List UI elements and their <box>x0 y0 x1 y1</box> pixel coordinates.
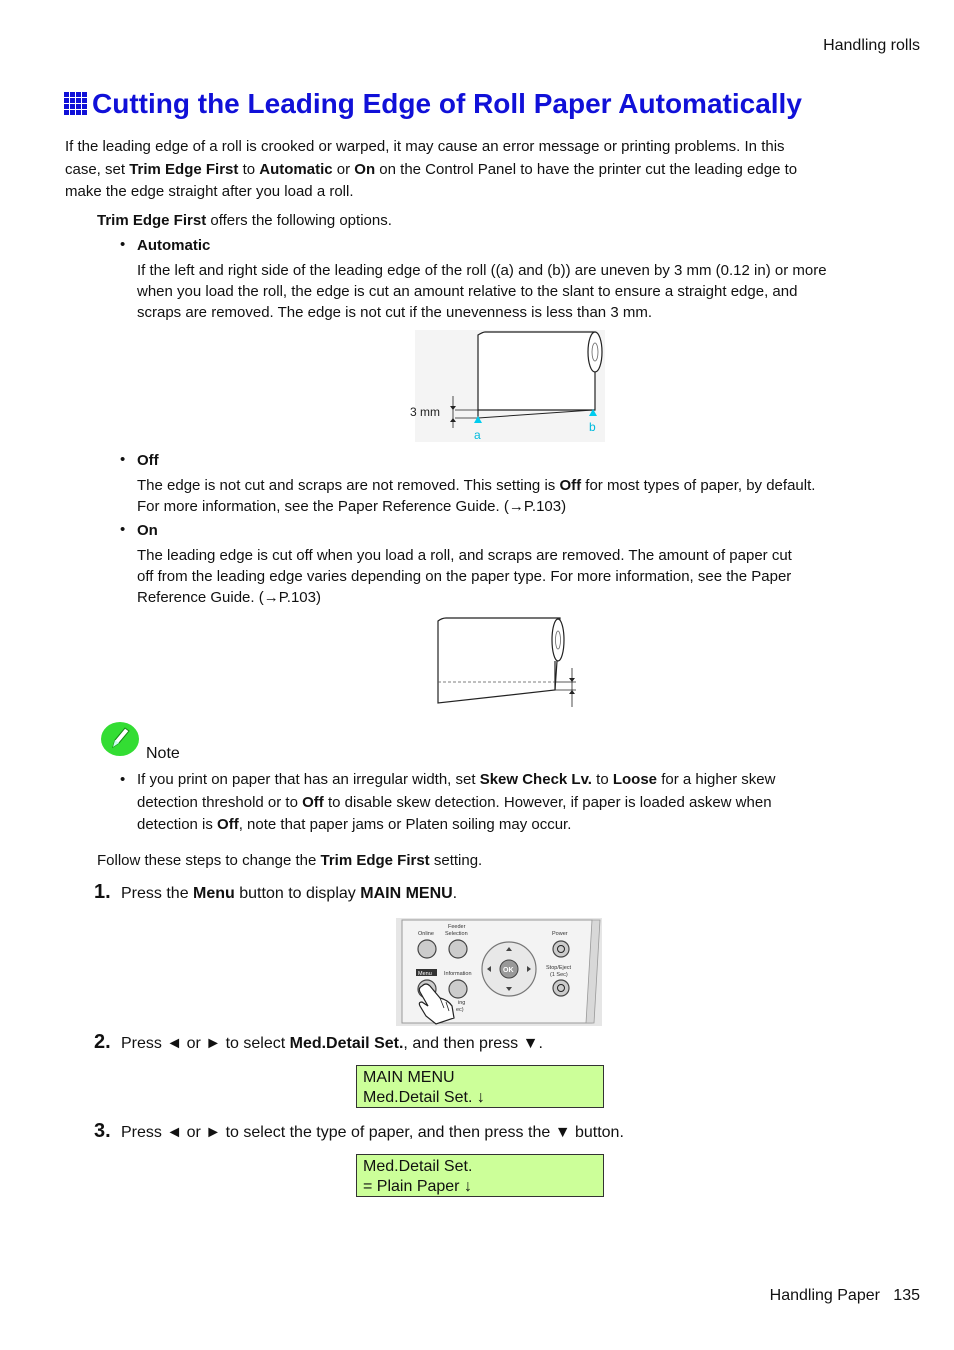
page-number: 135 <box>893 1287 920 1304</box>
bullet-note: • <box>120 771 126 788</box>
lcd1-line2: Med.Detail Set. ↓ <box>363 1088 485 1106</box>
panel-power-label: Power <box>552 931 568 937</box>
note-label: Note <box>146 745 180 762</box>
automatic-label: Automatic <box>137 237 211 254</box>
step-3-number: 3. <box>94 1120 111 1142</box>
panel-ok-label: OK <box>503 967 514 974</box>
figure1-label-b: b <box>589 420 596 434</box>
title-text: Cutting the Leading Edge of Roll Paper Automatically <box>92 88 802 119</box>
bullet-automatic: • <box>120 236 126 253</box>
intro-paragraph: If the leading edge of a roll is crooked or warped, it may cause an error message or printing problems. In this case, set Trim Edge First to Automatic or On on the Control Panel to have the printer cut the leading edge to make the edge straight after you load a roll. <box>65 138 798 200</box>
note-text: If you print on paper that has an irregular width, set Skew Check Lv. to Loose for a higher skew detection threshold or to Off to disable skew detection. However, if paper is loaded askew when detection is Off, note that paper jams or Platen soiling may occur. <box>137 771 776 833</box>
running-header: Handling rolls <box>823 37 920 54</box>
panel-feeder-label-2: Selection <box>445 931 468 937</box>
lcd2-line2: = Plain Paper ↓ <box>363 1177 472 1195</box>
figure1-label-a: a <box>474 428 481 442</box>
step-2-number: 2. <box>94 1031 111 1053</box>
lcd1-line1: MAIN MENU <box>363 1069 455 1086</box>
bullet-off: • <box>120 451 126 468</box>
online-button[interactable] <box>418 940 436 958</box>
panel-stop-label-1: Stop/Eject <box>546 965 572 971</box>
panel-menu-label: Menu <box>418 971 432 977</box>
stop-eject-button[interactable] <box>553 980 569 996</box>
panel-information-label: Information <box>444 971 472 977</box>
step-3-text: Press ◄ or ► to select the type of paper, and then press the ▼ button. <box>121 1124 624 1141</box>
information-button[interactable] <box>449 980 467 998</box>
lcd-display-plain-paper <box>356 1154 604 1197</box>
note-pencil-icon <box>100 720 140 758</box>
figure1-measure-label: 3 mm <box>410 405 440 419</box>
control-panel-figure <box>396 918 602 1026</box>
page-title <box>64 88 802 120</box>
panel-feeder-label-1: Feeder <box>448 924 466 930</box>
panel-stop-label-2: (1 Sec) <box>550 972 568 978</box>
lcd2-line1: Med.Detail Set. <box>363 1158 473 1175</box>
panel-online-label: Online <box>418 931 434 937</box>
step-1-number: 1. <box>94 881 111 903</box>
power-button[interactable] <box>553 941 569 957</box>
cut-roll-figure <box>430 615 580 710</box>
automatic-description: If the left and right side of the leading edge of the roll ((a) and (b)) are uneven by 3 mm (0.12 in) or more when you load the roll, the edge is cut an amount relative to the slant to ensure a straight edge, and scraps are removed. The edge is not cut if the unevenness is less than 3 mm. <box>137 262 827 321</box>
on-label: On <box>137 522 158 539</box>
feeder-selection-button[interactable] <box>449 940 467 958</box>
lcd-display-main-menu <box>356 1065 604 1108</box>
follow-steps-text: Follow these steps to change the Trim Edge First setting. <box>97 852 483 869</box>
footer-section: Handling Paper <box>769 1287 880 1304</box>
off-description: The edge is not cut and scraps are not removed. This setting is Off for most types of paper, by default. For more information, see the Paper Reference Guide. (→P.103) <box>137 477 816 515</box>
options-intro: Trim Edge First offers the following options. <box>97 212 392 229</box>
panel-partial-label-2: ec) <box>456 1007 464 1013</box>
on-description: The leading edge is cut off when you load a roll, and scraps are removed. The amount of paper cut off from the leading edge varies depending on the paper type. For more information, see the Paper Reference Guide. (→P.103) <box>137 547 792 606</box>
grid-icon <box>64 92 88 116</box>
bullet-on: • <box>120 521 126 538</box>
skewed-roll-figure <box>405 330 610 445</box>
step-1-text: Press the Menu button to display MAIN MENU. <box>121 885 458 902</box>
panel-partial-label-1: ing <box>458 1000 466 1006</box>
off-label: Off <box>137 452 159 469</box>
page-footer <box>770 1287 920 1305</box>
step-2-text: Press ◄ or ► to select Med.Detail Set., and then press ▼. <box>121 1035 543 1052</box>
